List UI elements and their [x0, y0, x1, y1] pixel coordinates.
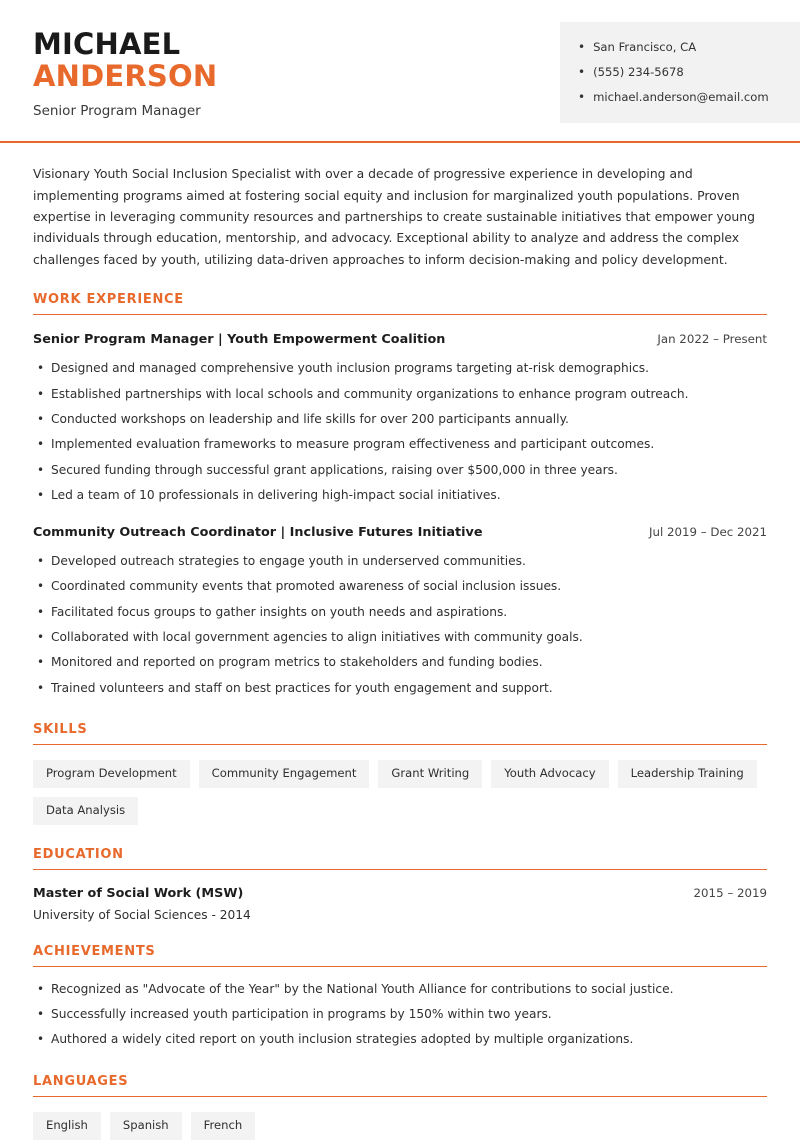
- achievement-list: [33, 976, 767, 1052]
- contact-email-text: michael.anderson@email.com: [593, 90, 769, 105]
- skill-chip: Community Engagement: [199, 760, 370, 788]
- job-bullet: • Secured funding through successful grant applications, raising over $500,000 in three years.: [33, 457, 767, 482]
- job-bullet-list: [33, 549, 767, 701]
- contact-location: [578, 35, 784, 60]
- resume-header: [0, 0, 800, 123]
- section-education: [33, 847, 767, 922]
- job-bullet: • Designed and managed comprehensive youth inclusion programs targeting at-risk demographics.: [33, 356, 767, 381]
- education-degree: Master of Social Work (MSW): [33, 886, 244, 902]
- contact-box: [560, 22, 800, 123]
- achievement-item: • Authored a widely cited report on youth inclusion strategies adopted by multiple organizations.: [33, 1027, 767, 1052]
- bullet-icon: •: [578, 40, 586, 54]
- section-work-experience: [33, 292, 767, 701]
- section-divider: [33, 314, 767, 315]
- job-date: Jan 2022 – Present: [657, 331, 767, 346]
- job-bullet: • Implemented evaluation frameworks to measure program effectiveness and participant outcomes.: [33, 432, 767, 457]
- contact-email: [578, 85, 784, 110]
- job-bullet: • Established partnerships with local schools and community organizations to enhance program outreach.: [33, 381, 767, 406]
- contact-phone: [578, 60, 784, 85]
- job-date: Jul 2019 – Dec 2021: [648, 524, 767, 539]
- section-title-skills: SKILLS: [33, 722, 88, 738]
- job-role: Senior Program Manager | Youth Empowerment Coalition: [33, 331, 446, 347]
- skills-chip-list: [33, 760, 767, 825]
- job-header: [33, 525, 767, 540]
- education-date: 2015 – 2019: [693, 886, 767, 901]
- achievement-item: • Successfully increased youth participation in programs by 150% within two years.: [33, 1002, 767, 1027]
- job-bullet-list: [33, 356, 767, 508]
- bullet-icon: •: [578, 65, 586, 80]
- skill-chip: Leadership Training: [618, 760, 757, 788]
- section-title-languages: LANGUAGES: [33, 1074, 129, 1090]
- resume-body: [0, 143, 800, 1140]
- section-title-education: EDUCATION: [33, 847, 124, 863]
- achievement-item: • Recognized as "Advocate of the Year" by the National Youth Alliance for contributions to social justice.: [33, 976, 767, 1001]
- professional-summary: Visionary Youth Social Inclusion Specialist with over a decade of progressive experience in developing and implementing programs aimed at fostering social equity and inclusion for marginalized youth populations. Proven expertise in leveraging community resources and partnerships to create sustainable initiatives that empower young individuals through education, mentorship, and advocacy. Exceptional ability to analyze and address the complex challenges faced by youth, utilizing data-driven approaches to inform decision-making and policy development.: [33, 166, 756, 267]
- section-divider: [33, 966, 767, 967]
- languages-chip-list: [33, 1112, 767, 1140]
- job-bullet: • Trained volunteers and staff on best practices for youth engagement and support.: [33, 675, 767, 700]
- education-school: University of Social Sciences - 2014: [33, 908, 251, 923]
- education-entry: [33, 886, 767, 922]
- section-languages: [33, 1074, 767, 1140]
- job-entry: [33, 525, 767, 701]
- last-name: ANDERSON: [33, 59, 218, 94]
- job-bullet: • Coordinated community events that promoted awareness of social inclusion issues.: [33, 574, 767, 599]
- first-name: MICHAEL: [33, 27, 181, 61]
- skill-chip: Data Analysis: [33, 797, 138, 825]
- section-divider: [33, 869, 767, 870]
- job-bullet: • Led a team of 10 professionals in delivering high-impact social initiatives.: [33, 482, 767, 507]
- job-entry: [33, 332, 767, 508]
- section-title-work: WORK EXPERIENCE: [33, 291, 184, 307]
- job-header: [33, 332, 767, 347]
- language-chip: Spanish: [110, 1112, 182, 1140]
- job-bullet: • Collaborated with local government agencies to align initiatives with community goals.: [33, 625, 767, 650]
- job-bullet: • Monitored and reported on program metrics to stakeholders and funding bodies.: [33, 650, 767, 675]
- language-chip: French: [191, 1112, 256, 1140]
- identity-block: [33, 22, 217, 119]
- headline-job-title: Senior Program Manager: [33, 102, 201, 119]
- education-header: [33, 886, 767, 901]
- skill-chip: Grant Writing: [378, 760, 482, 788]
- section-skills: [33, 722, 767, 825]
- skill-chip: Youth Advocacy: [491, 760, 608, 788]
- section-achievements: [33, 944, 767, 1052]
- language-chip: English: [33, 1112, 101, 1140]
- job-bullet: • Developed outreach strategies to engage youth in underserved communities.: [33, 549, 767, 574]
- bullet-icon: •: [578, 90, 586, 105]
- job-role: Community Outreach Coordinator | Inclusive Futures Initiative: [33, 524, 483, 540]
- contact-phone-text: (555) 234-5678: [593, 65, 684, 80]
- section-title-achievements: ACHIEVEMENTS: [33, 944, 156, 960]
- job-bullet: • Conducted workshops on leadership and life skills for over 200 participants annually.: [33, 406, 767, 431]
- section-divider: [33, 1096, 767, 1097]
- job-bullet: • Facilitated focus groups to gather insights on youth needs and aspirations.: [33, 599, 767, 624]
- contact-location-text: San Francisco, CA: [593, 40, 697, 54]
- section-divider: [33, 744, 767, 745]
- skill-chip: Program Development: [33, 760, 190, 788]
